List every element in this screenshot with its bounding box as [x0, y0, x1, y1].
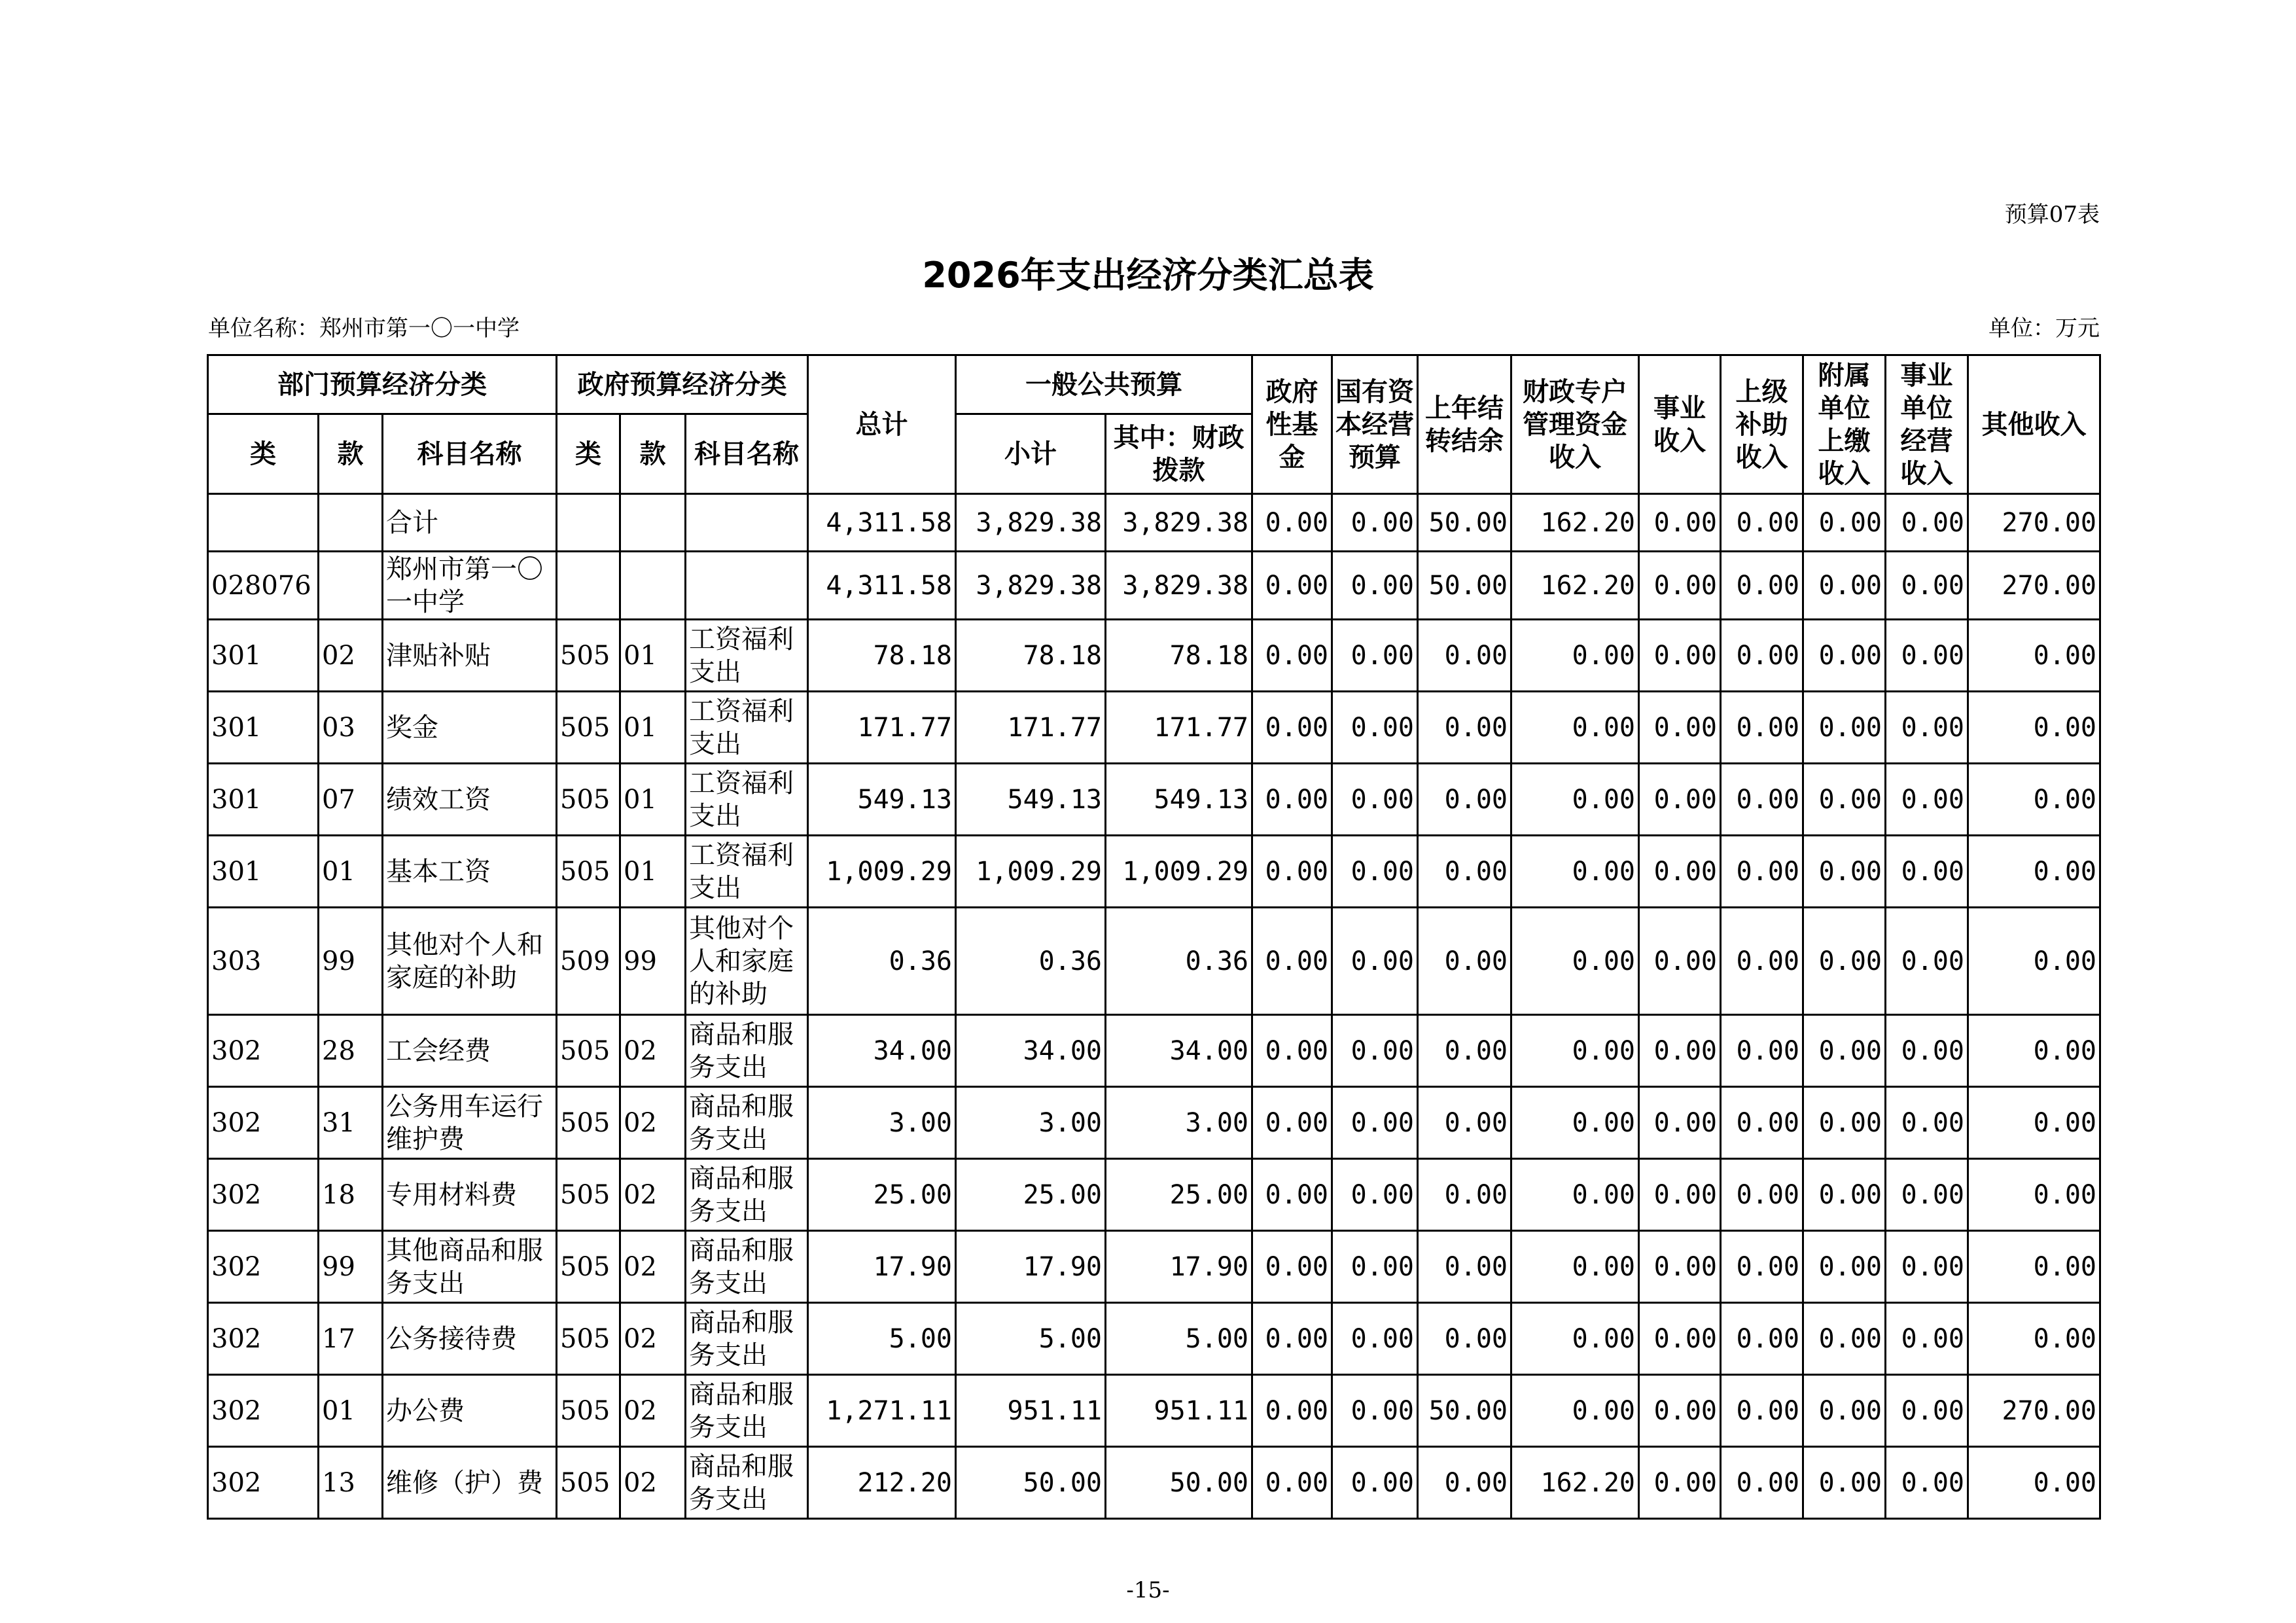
cell-gov-subject: 商品和服务支出: [686, 1087, 808, 1159]
page-title: 2026年支出经济分类汇总表: [922, 255, 1374, 296]
cell-carryover: 0.00: [1418, 620, 1511, 692]
cell-kuan: 99: [319, 908, 383, 1015]
cell-operating: 0.00: [1886, 1447, 1968, 1519]
cell-kuan: 01: [319, 1375, 383, 1447]
cell-subtotal: 17.90: [956, 1231, 1106, 1303]
cell-carryover: 0.00: [1418, 1303, 1511, 1375]
cell-kuan: 99: [319, 1231, 383, 1303]
cell-subtotal: 3,829.38: [956, 552, 1106, 620]
cell-gov-kuan: 02: [620, 1303, 686, 1375]
cell-business-income: 0.00: [1639, 908, 1721, 1015]
cell-operating: 0.00: [1886, 1015, 1968, 1087]
header-fiscal: 其中：财政拨款: [1106, 414, 1252, 494]
cell-other: 270.00: [1968, 1375, 2100, 1447]
cell-fiscal: 1,009.29: [1106, 836, 1252, 908]
cell-kuan: 07: [319, 764, 383, 836]
cell-subsidy: 0.00: [1721, 1015, 1803, 1087]
cell-lei: 302: [208, 1159, 319, 1231]
cell-kuan: [319, 494, 383, 552]
table-row: [208, 1087, 2100, 1159]
cell-total: 3.00: [808, 1087, 956, 1159]
cell-gov-fund: 0.00: [1252, 764, 1332, 836]
cell-subsidy: 0.00: [1721, 692, 1803, 764]
cell-subtotal: 171.77: [956, 692, 1106, 764]
cell-gov-lei: 505: [557, 1015, 620, 1087]
cell-special-fund: 0.00: [1511, 692, 1639, 764]
header-row-1: [208, 355, 2100, 414]
cell-gov-subject: [686, 552, 808, 620]
cell-business-income: 0.00: [1639, 552, 1721, 620]
cell-subsidy: 0.00: [1721, 1087, 1803, 1159]
cell-special-fund: 0.00: [1511, 764, 1639, 836]
cell-gov-kuan: 01: [620, 620, 686, 692]
cell-gov-fund: 0.00: [1252, 494, 1332, 552]
cell-gov-lei: 505: [557, 1447, 620, 1519]
cell-kuan: 28: [319, 1015, 383, 1087]
table-row: [208, 764, 2100, 836]
cell-subsidy: 0.00: [1721, 764, 1803, 836]
cell-lei: 028076: [208, 552, 319, 620]
cell-lei: 302: [208, 1375, 319, 1447]
cell-business-income: 0.00: [1639, 494, 1721, 552]
cell-special-fund: 0.00: [1511, 1015, 1639, 1087]
cell-lei: 302: [208, 1447, 319, 1519]
cell-gov-lei: 505: [557, 1087, 620, 1159]
cell-gov-kuan: 02: [620, 1447, 686, 1519]
cell-kuan: 17: [319, 1303, 383, 1375]
cell-subject: 工会经费: [383, 1015, 557, 1087]
cell-other: 270.00: [1968, 494, 2100, 552]
cell-gov-kuan: 02: [620, 1231, 686, 1303]
cell-state-capital: 0.00: [1332, 1087, 1418, 1159]
cell-subject: 专用材料费: [383, 1159, 557, 1231]
cell-subtotal: 3.00: [956, 1087, 1106, 1159]
cell-gov-fund: 0.00: [1252, 1015, 1332, 1087]
cell-total: 0.36: [808, 908, 956, 1015]
cell-special-fund: 0.00: [1511, 1087, 1639, 1159]
cell-subtotal: 78.18: [956, 620, 1106, 692]
cell-lei: 302: [208, 1303, 319, 1375]
cell-subject: 基本工资: [383, 836, 557, 908]
cell-subsidy: 0.00: [1721, 836, 1803, 908]
header-subsidy: 上级补助收入: [1721, 355, 1803, 494]
cell-business-income: 0.00: [1639, 1159, 1721, 1231]
table-row: [208, 494, 2100, 552]
cell-other: 0.00: [1968, 836, 2100, 908]
cell-gov-subject: [686, 494, 808, 552]
cell-gov-subject: 工资福利支出: [686, 620, 808, 692]
cell-gov-kuan: 02: [620, 1375, 686, 1447]
expenditure-table: [207, 354, 2101, 1520]
cell-carryover: 0.00: [1418, 764, 1511, 836]
cell-other: 0.00: [1968, 1159, 2100, 1231]
cell-subtotal: 50.00: [956, 1447, 1106, 1519]
cell-fiscal: 3,829.38: [1106, 494, 1252, 552]
cell-affiliate: 0.00: [1803, 836, 1886, 908]
cell-affiliate: 0.00: [1803, 552, 1886, 620]
table-row: [208, 1447, 2100, 1519]
page-number: -15-: [1126, 1577, 1170, 1603]
cell-gov-fund: 0.00: [1252, 1303, 1332, 1375]
header-subject: 科目名称: [383, 414, 557, 494]
cell-kuan: 18: [319, 1159, 383, 1231]
cell-fiscal: 5.00: [1106, 1303, 1252, 1375]
cell-subject: 公务接待费: [383, 1303, 557, 1375]
cell-special-fund: 0.00: [1511, 1375, 1639, 1447]
cell-gov-lei: 505: [557, 836, 620, 908]
cell-state-capital: 0.00: [1332, 692, 1418, 764]
cell-gov-kuan: [620, 552, 686, 620]
cell-total: 212.20: [808, 1447, 956, 1519]
cell-fiscal: 34.00: [1106, 1015, 1252, 1087]
cell-subject: 奖金: [383, 692, 557, 764]
cell-business-income: 0.00: [1639, 1087, 1721, 1159]
cell-total: 17.90: [808, 1231, 956, 1303]
cell-subsidy: 0.00: [1721, 1447, 1803, 1519]
cell-business-income: 0.00: [1639, 1447, 1721, 1519]
cell-subject: 维修（护）费: [383, 1447, 557, 1519]
cell-subtotal: 1,009.29: [956, 836, 1106, 908]
cell-gov-kuan: [620, 494, 686, 552]
cell-special-fund: 0.00: [1511, 1159, 1639, 1231]
cell-subject: 其他对个人和家庭的补助: [383, 908, 557, 1015]
cell-subject: 郑州市第一〇一中学: [383, 552, 557, 620]
cell-business-income: 0.00: [1639, 836, 1721, 908]
cell-subject: 其他商品和服务支出: [383, 1231, 557, 1303]
cell-operating: 0.00: [1886, 620, 1968, 692]
header-total: 总计: [808, 355, 956, 494]
cell-affiliate: 0.00: [1803, 908, 1886, 1015]
cell-special-fund: 0.00: [1511, 1231, 1639, 1303]
cell-other: 0.00: [1968, 1303, 2100, 1375]
unit-name: 单位名称：郑州市第一〇一中学: [208, 315, 520, 342]
cell-business-income: 0.00: [1639, 1375, 1721, 1447]
cell-other: 0.00: [1968, 1231, 2100, 1303]
cell-operating: 0.00: [1886, 494, 1968, 552]
cell-kuan: 31: [319, 1087, 383, 1159]
cell-total: 5.00: [808, 1303, 956, 1375]
cell-carryover: 0.00: [1418, 1231, 1511, 1303]
cell-state-capital: 0.00: [1332, 1015, 1418, 1087]
cell-state-capital: 0.00: [1332, 1375, 1418, 1447]
cell-business-income: 0.00: [1639, 1303, 1721, 1375]
cell-business-income: 0.00: [1639, 1015, 1721, 1087]
cell-kuan: 03: [319, 692, 383, 764]
cell-fiscal: 951.11: [1106, 1375, 1252, 1447]
cell-affiliate: 0.00: [1803, 1375, 1886, 1447]
header-dept-group: 部门预算经济分类: [208, 355, 557, 414]
cell-gov-subject: 商品和服务支出: [686, 1447, 808, 1519]
cell-gov-lei: 505: [557, 1159, 620, 1231]
cell-gov-fund: 0.00: [1252, 692, 1332, 764]
cell-other: 270.00: [1968, 552, 2100, 620]
cell-gov-lei: 509: [557, 908, 620, 1015]
cell-carryover: 50.00: [1418, 552, 1511, 620]
header-gov-lei: 类: [557, 414, 620, 494]
cell-gov-lei: 505: [557, 692, 620, 764]
header-gov-subject: 科目名称: [686, 414, 808, 494]
cell-gov-fund: 0.00: [1252, 1087, 1332, 1159]
table-row: [208, 908, 2100, 1015]
cell-other: 0.00: [1968, 764, 2100, 836]
cell-state-capital: 0.00: [1332, 836, 1418, 908]
cell-special-fund: 0.00: [1511, 908, 1639, 1015]
cell-affiliate: 0.00: [1803, 1231, 1886, 1303]
header-other: 其他收入: [1968, 355, 2100, 494]
header-affiliate: 附属单位上缴收入: [1803, 355, 1886, 494]
cell-gov-kuan: 01: [620, 764, 686, 836]
cell-gov-fund: 0.00: [1252, 1159, 1332, 1231]
cell-gov-kuan: 01: [620, 836, 686, 908]
cell-fiscal: 78.18: [1106, 620, 1252, 692]
cell-fiscal: 17.90: [1106, 1231, 1252, 1303]
cell-business-income: 0.00: [1639, 764, 1721, 836]
cell-operating: 0.00: [1886, 908, 1968, 1015]
table-row: [208, 836, 2100, 908]
table-row: [208, 1375, 2100, 1447]
cell-gov-lei: [557, 494, 620, 552]
cell-state-capital: 0.00: [1332, 1447, 1418, 1519]
cell-affiliate: 0.00: [1803, 1447, 1886, 1519]
cell-gov-fund: 0.00: [1252, 836, 1332, 908]
cell-special-fund: 0.00: [1511, 1303, 1639, 1375]
cell-business-income: 0.00: [1639, 620, 1721, 692]
cell-carryover: 0.00: [1418, 908, 1511, 1015]
cell-subsidy: 0.00: [1721, 494, 1803, 552]
cell-gov-subject: 商品和服务支出: [686, 1159, 808, 1231]
header-gov-fund: 政府性基金: [1252, 355, 1332, 494]
cell-carryover: 0.00: [1418, 1447, 1511, 1519]
header-carryover: 上年结转结余: [1418, 355, 1511, 494]
cell-subsidy: 0.00: [1721, 1159, 1803, 1231]
cell-gov-subject: 工资福利支出: [686, 836, 808, 908]
header-lei: 类: [208, 414, 319, 494]
header-business-income: 事业收入: [1639, 355, 1721, 494]
cell-carryover: 50.00: [1418, 494, 1511, 552]
table-row: [208, 552, 2100, 620]
cell-gov-fund: 0.00: [1252, 620, 1332, 692]
cell-operating: 0.00: [1886, 1159, 1968, 1231]
header-gov-group: 政府预算经济分类: [557, 355, 808, 414]
cell-fiscal: 0.36: [1106, 908, 1252, 1015]
cell-gov-fund: 0.00: [1252, 552, 1332, 620]
cell-subsidy: 0.00: [1721, 620, 1803, 692]
cell-subtotal: 3,829.38: [956, 494, 1106, 552]
cell-lei: [208, 494, 319, 552]
cell-lei: 301: [208, 764, 319, 836]
cell-special-fund: 0.00: [1511, 620, 1639, 692]
cell-other: 0.00: [1968, 1447, 2100, 1519]
cell-subject: 合计: [383, 494, 557, 552]
header-state-capital: 国有资本经营预算: [1332, 355, 1418, 494]
currency-unit: 单位：万元: [1988, 315, 2100, 342]
cell-affiliate: 0.00: [1803, 764, 1886, 836]
cell-affiliate: 0.00: [1803, 692, 1886, 764]
cell-gov-fund: 0.00: [1252, 1447, 1332, 1519]
cell-gov-kuan: 02: [620, 1087, 686, 1159]
cell-lei: 302: [208, 1231, 319, 1303]
cell-carryover: 0.00: [1418, 692, 1511, 764]
cell-total: 1,009.29: [808, 836, 956, 908]
cell-total: 171.77: [808, 692, 956, 764]
cell-special-fund: 162.20: [1511, 494, 1639, 552]
cell-kuan: [319, 552, 383, 620]
cell-fiscal: 25.00: [1106, 1159, 1252, 1231]
cell-state-capital: 0.00: [1332, 1231, 1418, 1303]
cell-gov-lei: 505: [557, 764, 620, 836]
cell-fiscal: 50.00: [1106, 1447, 1252, 1519]
table-row: [208, 1303, 2100, 1375]
cell-total: 25.00: [808, 1159, 956, 1231]
cell-gov-kuan: 02: [620, 1015, 686, 1087]
cell-fiscal: 549.13: [1106, 764, 1252, 836]
cell-subsidy: 0.00: [1721, 1303, 1803, 1375]
cell-special-fund: 162.20: [1511, 1447, 1639, 1519]
header-subtotal: 小计: [956, 414, 1106, 494]
cell-lei: 301: [208, 620, 319, 692]
cell-carryover: 0.00: [1418, 836, 1511, 908]
cell-subsidy: 0.00: [1721, 552, 1803, 620]
header-special-fund: 财政专户管理资金收入: [1511, 355, 1639, 494]
cell-state-capital: 0.00: [1332, 494, 1418, 552]
cell-affiliate: 0.00: [1803, 1015, 1886, 1087]
cell-subtotal: 34.00: [956, 1015, 1106, 1087]
cell-state-capital: 0.00: [1332, 552, 1418, 620]
cell-fiscal: 171.77: [1106, 692, 1252, 764]
cell-state-capital: 0.00: [1332, 1303, 1418, 1375]
cell-gov-lei: [557, 552, 620, 620]
table-row: [208, 620, 2100, 692]
cell-gov-fund: 0.00: [1252, 1375, 1332, 1447]
cell-state-capital: 0.00: [1332, 908, 1418, 1015]
cell-business-income: 0.00: [1639, 692, 1721, 764]
cell-affiliate: 0.00: [1803, 620, 1886, 692]
cell-operating: 0.00: [1886, 1303, 1968, 1375]
cell-other: 0.00: [1968, 908, 2100, 1015]
cell-special-fund: 162.20: [1511, 552, 1639, 620]
cell-total: 78.18: [808, 620, 956, 692]
cell-gov-subject: 商品和服务支出: [686, 1231, 808, 1303]
cell-affiliate: 0.00: [1803, 1087, 1886, 1159]
cell-lei: 303: [208, 908, 319, 1015]
table-row: [208, 1231, 2100, 1303]
header-gov-kuan: 款: [620, 414, 686, 494]
cell-gov-lei: 505: [557, 1375, 620, 1447]
cell-gov-lei: 505: [557, 620, 620, 692]
cell-carryover: 50.00: [1418, 1375, 1511, 1447]
cell-lei: 301: [208, 692, 319, 764]
table-body: [208, 494, 2100, 1519]
cell-gov-fund: 0.00: [1252, 1231, 1332, 1303]
cell-operating: 0.00: [1886, 1087, 1968, 1159]
cell-subtotal: 549.13: [956, 764, 1106, 836]
cell-affiliate: 0.00: [1803, 1159, 1886, 1231]
cell-operating: 0.00: [1886, 836, 1968, 908]
cell-kuan: 02: [319, 620, 383, 692]
cell-subject: 办公费: [383, 1375, 557, 1447]
cell-gov-kuan: 99: [620, 908, 686, 1015]
cell-affiliate: 0.00: [1803, 494, 1886, 552]
cell-affiliate: 0.00: [1803, 1303, 1886, 1375]
table-row: [208, 1159, 2100, 1231]
cell-state-capital: 0.00: [1332, 1159, 1418, 1231]
cell-operating: 0.00: [1886, 552, 1968, 620]
cell-subject: 津贴补贴: [383, 620, 557, 692]
cell-operating: 0.00: [1886, 1375, 1968, 1447]
cell-state-capital: 0.00: [1332, 764, 1418, 836]
cell-subject: 公务用车运行维护费: [383, 1087, 557, 1159]
cell-gov-subject: 商品和服务支出: [686, 1375, 808, 1447]
cell-gov-subject: 商品和服务支出: [686, 1303, 808, 1375]
cell-gov-subject: 工资福利支出: [686, 764, 808, 836]
cell-operating: 0.00: [1886, 692, 1968, 764]
cell-other: 0.00: [1968, 620, 2100, 692]
cell-total: 549.13: [808, 764, 956, 836]
header-general-group: 一般公共预算: [956, 355, 1252, 414]
cell-lei: 302: [208, 1015, 319, 1087]
cell-state-capital: 0.00: [1332, 620, 1418, 692]
cell-subsidy: 0.00: [1721, 1231, 1803, 1303]
table-row: [208, 692, 2100, 764]
cell-gov-subject: 商品和服务支出: [686, 1015, 808, 1087]
cell-operating: 0.00: [1886, 764, 1968, 836]
table-row: [208, 1015, 2100, 1087]
cell-gov-kuan: 01: [620, 692, 686, 764]
cell-subtotal: 0.36: [956, 908, 1106, 1015]
cell-gov-kuan: 02: [620, 1159, 686, 1231]
cell-other: 0.00: [1968, 1015, 2100, 1087]
cell-gov-lei: 505: [557, 1303, 620, 1375]
cell-gov-lei: 505: [557, 1231, 620, 1303]
cell-kuan: 13: [319, 1447, 383, 1519]
cell-total: 1,271.11: [808, 1375, 956, 1447]
cell-gov-fund: 0.00: [1252, 908, 1332, 1015]
cell-operating: 0.00: [1886, 1231, 1968, 1303]
cell-other: 0.00: [1968, 1087, 2100, 1159]
cell-total: 4,311.58: [808, 494, 956, 552]
cell-business-income: 0.00: [1639, 1231, 1721, 1303]
header-operating: 事业单位经营收入: [1886, 355, 1968, 494]
cell-subtotal: 951.11: [956, 1375, 1106, 1447]
cell-subsidy: 0.00: [1721, 1375, 1803, 1447]
cell-lei: 301: [208, 836, 319, 908]
cell-subtotal: 25.00: [956, 1159, 1106, 1231]
cell-gov-subject: 其他对个人和家庭的补助: [686, 908, 808, 1015]
header-kuan: 款: [319, 414, 383, 494]
cell-special-fund: 0.00: [1511, 836, 1639, 908]
cell-carryover: 0.00: [1418, 1015, 1511, 1087]
cell-subsidy: 0.00: [1721, 908, 1803, 1015]
cell-subject: 绩效工资: [383, 764, 557, 836]
cell-carryover: 0.00: [1418, 1087, 1511, 1159]
cell-total: 34.00: [808, 1015, 956, 1087]
cell-carryover: 0.00: [1418, 1159, 1511, 1231]
form-number: 预算07表: [2004, 202, 2100, 228]
cell-fiscal: 3.00: [1106, 1087, 1252, 1159]
cell-subtotal: 5.00: [956, 1303, 1106, 1375]
cell-lei: 302: [208, 1087, 319, 1159]
cell-other: 0.00: [1968, 692, 2100, 764]
cell-gov-subject: 工资福利支出: [686, 692, 808, 764]
cell-kuan: 01: [319, 836, 383, 908]
cell-total: 4,311.58: [808, 552, 956, 620]
cell-fiscal: 3,829.38: [1106, 552, 1252, 620]
